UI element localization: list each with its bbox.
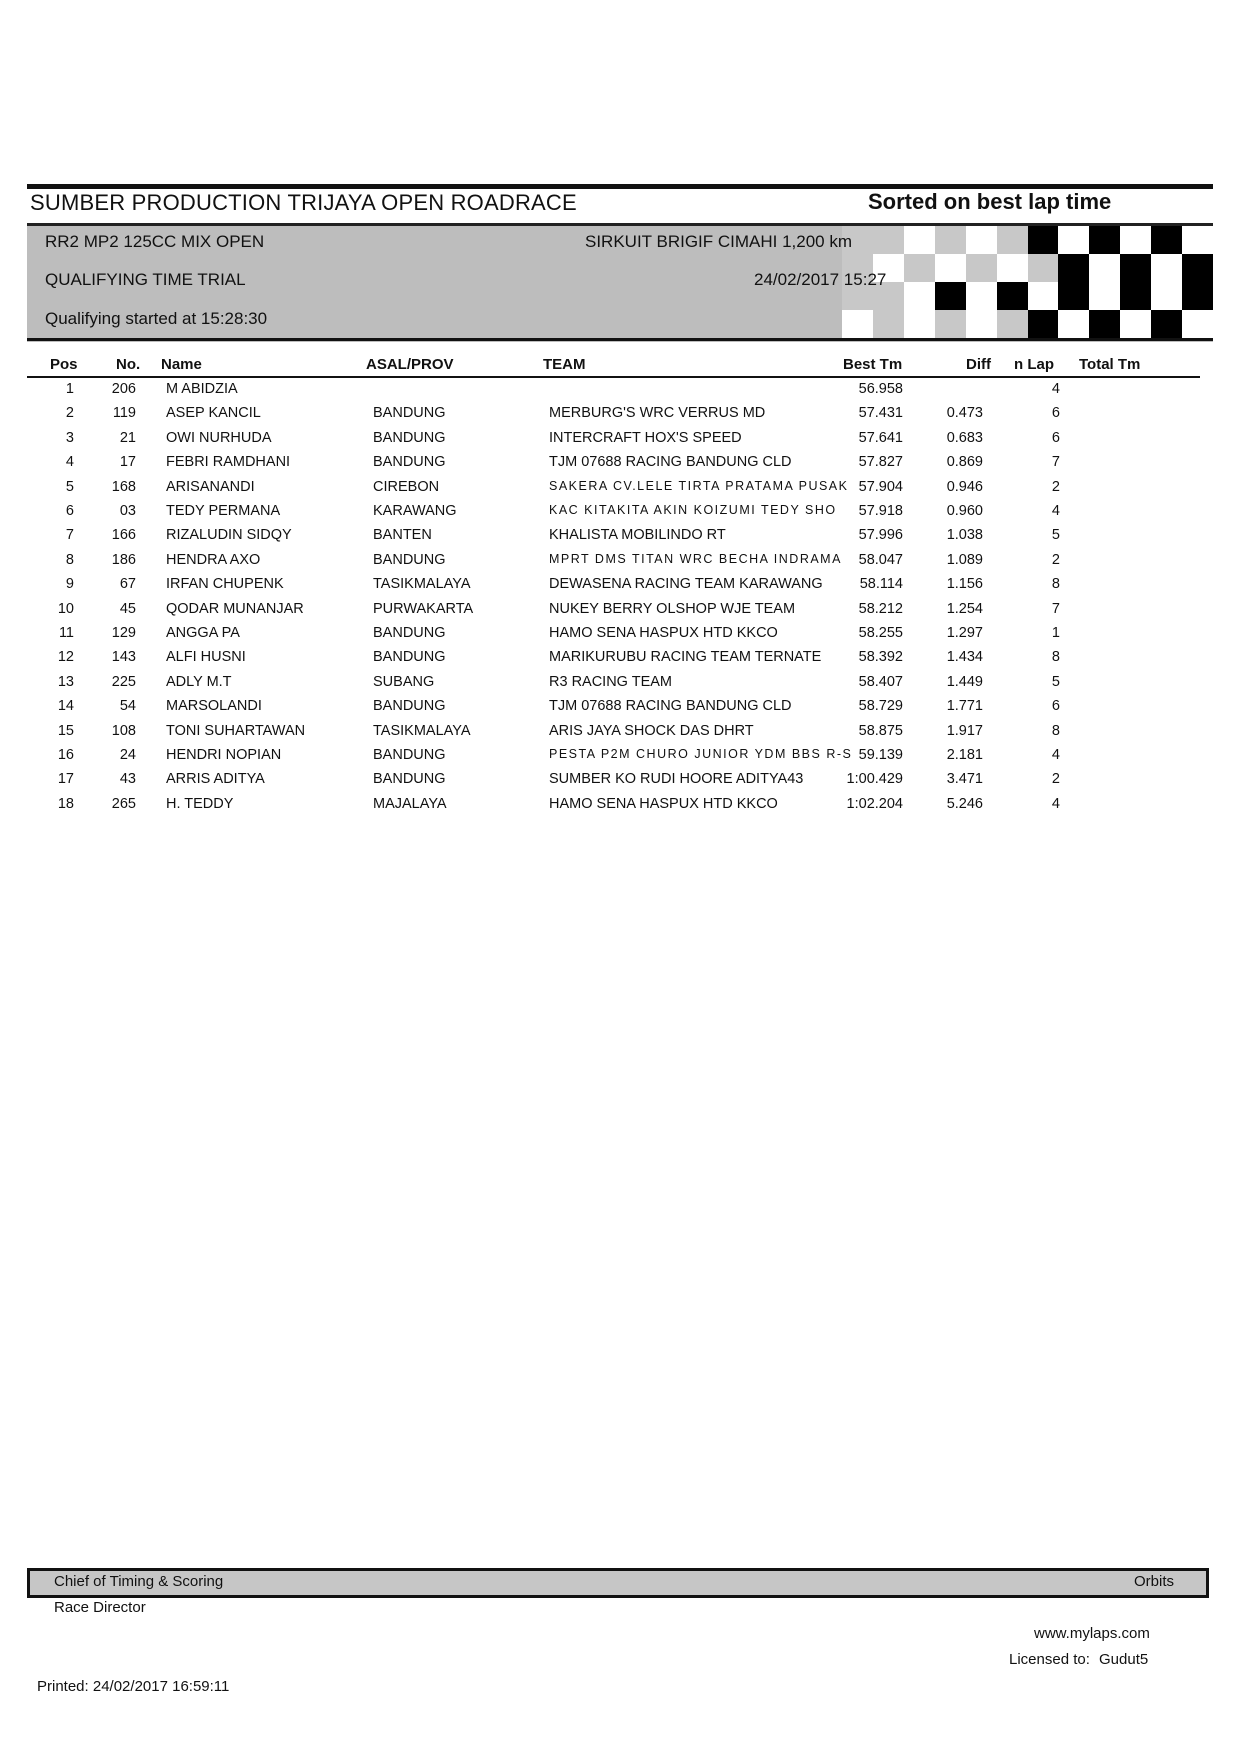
cell-asal: SUBANG: [373, 673, 435, 690]
cell-no: 206: [111, 381, 136, 397]
cell-team: TJM 07688 RACING BANDUNG CLD: [549, 454, 792, 471]
cell-name: ADLY M.T: [166, 673, 232, 690]
table-row: [0, 771, 1240, 795]
cell-team: MERBURG'S WRC VERRUS MD: [549, 405, 766, 422]
cell-team: R3 RACING TEAM: [549, 673, 673, 690]
cell-lap: 5: [1051, 527, 1060, 544]
cell-pos: 16: [57, 747, 74, 763]
cell-name: OWI NURHUDA: [166, 429, 272, 446]
checker-square: [904, 310, 935, 338]
checker-square: [966, 254, 997, 282]
table-row: [0, 601, 1240, 625]
table-row: [0, 625, 1240, 649]
table-row: [0, 503, 1240, 527]
checker-square: [997, 254, 1028, 282]
checker-square: [1182, 254, 1213, 282]
table-row: [0, 747, 1240, 771]
cell-no: 168: [111, 478, 136, 495]
checker-square: [1058, 310, 1089, 338]
cell-name: QODAR MUNANJAR: [166, 600, 304, 617]
cell-lap: 4: [1051, 747, 1060, 763]
cell-diff: 0.473: [946, 405, 983, 422]
cell-lap: 8: [1051, 722, 1060, 739]
table-row: [0, 430, 1240, 454]
checker-square: [1182, 310, 1213, 338]
cell-no: 03: [119, 503, 136, 519]
cell-pos: 9: [65, 576, 74, 593]
checker-square: [1089, 282, 1120, 310]
cell-team: SAKERA CV.LELE TIRTA PRATAMA PUSAK: [549, 478, 849, 493]
cell-lap: 2: [1051, 551, 1060, 568]
checker-square: [966, 282, 997, 310]
cell-asal: BANDUNG: [373, 771, 446, 788]
cell-pos: 7: [65, 527, 74, 544]
cell-lap: 7: [1051, 600, 1060, 617]
cell-best: 59.139: [858, 747, 903, 763]
cell-lap: 1: [1051, 625, 1060, 641]
table-row: [0, 552, 1240, 576]
col-header-diff: Diff: [966, 356, 991, 373]
table-row: [0, 649, 1240, 673]
cell-name: FEBRI RAMDHANI: [166, 454, 291, 471]
table-row: [0, 381, 1240, 405]
col-header-lap: n Lap: [1014, 356, 1054, 373]
checker-square: [904, 254, 935, 282]
cell-lap: 8: [1051, 576, 1060, 593]
checker-square: [997, 310, 1028, 338]
checker-square: [966, 310, 997, 338]
checker-square: [1151, 282, 1182, 310]
cell-pos: 18: [57, 795, 74, 812]
cell-pos: 3: [65, 429, 74, 446]
checker-square: [842, 310, 873, 338]
cell-team: PESTA P2M CHURO JUNIOR YDM BBS R-S: [549, 747, 853, 761]
checker-square: [1182, 226, 1213, 254]
cell-no: 67: [119, 576, 136, 593]
cell-pos: 13: [57, 673, 74, 690]
cell-name: ARISANANDI: [166, 478, 255, 495]
cell-name: H. TEDDY: [166, 795, 234, 812]
checker-square: [1028, 282, 1059, 310]
checkered-flag-graphic: [842, 226, 1213, 338]
cell-no: 119: [112, 405, 136, 422]
website-link[interactable]: www.mylaps.com: [1034, 1625, 1150, 1642]
cell-lap: 4: [1051, 795, 1060, 812]
table-row: [0, 796, 1240, 820]
table-row: [0, 723, 1240, 747]
checker-square: [1120, 282, 1151, 310]
cell-team: MPRT DMS TITAN WRC BECHA INDRAMA: [549, 551, 842, 566]
license-name: Gudut5: [1099, 1651, 1149, 1668]
checker-square: [1089, 254, 1120, 282]
cell-asal: BANDUNG: [373, 649, 446, 666]
checker-square: [935, 282, 966, 310]
cell-no: 54: [119, 698, 136, 715]
cell-pos: 14: [57, 698, 74, 715]
cell-asal: BANDUNG: [373, 454, 446, 471]
cell-best: 56.958: [858, 381, 903, 397]
col-header-no: No.: [116, 356, 141, 373]
cell-pos: 1: [65, 381, 74, 397]
cell-no: 21: [119, 429, 136, 446]
cell-best: 58.255: [858, 625, 903, 641]
table-row: [0, 698, 1240, 722]
col-header-asal: ASAL/PROV: [366, 356, 454, 373]
cell-name: TEDY PERMANA: [166, 503, 281, 519]
cell-asal: BANDUNG: [373, 698, 446, 715]
header-bottom-rule: [27, 338, 1213, 341]
checker-square: [1028, 226, 1059, 254]
cell-asal: BANTEN: [373, 527, 432, 544]
cell-team: ARIS JAYA SHOCK DAS DHRT: [549, 722, 754, 739]
cell-no: 265: [111, 795, 136, 812]
checker-square: [904, 226, 935, 254]
checker-square: [1120, 310, 1151, 338]
cell-pos: 6: [65, 503, 74, 519]
cell-lap: 8: [1051, 649, 1060, 666]
cell-name: HENDRA AXO: [166, 551, 261, 568]
cell-name: M ABIDZIA: [166, 381, 238, 397]
cell-no: 166: [111, 527, 136, 544]
cell-best: 57.827: [858, 454, 903, 471]
checker-square: [1058, 282, 1089, 310]
cell-diff: 0.869: [946, 454, 983, 471]
cell-lap: 5: [1051, 673, 1060, 690]
cell-best: 1:02.204: [846, 795, 903, 812]
col-header-best: Best Tm: [843, 356, 903, 373]
cell-diff: 1.156: [946, 576, 983, 593]
cell-diff: 1.434: [946, 649, 983, 666]
cell-best: 57.431: [858, 405, 903, 422]
cell-team: SUMBER KO RUDI HOORE ADITYA43: [549, 771, 804, 788]
checker-square: [1058, 226, 1089, 254]
checker-square: [997, 226, 1028, 254]
cell-team: MARIKURUBU RACING TEAM TERNATE: [549, 649, 822, 666]
table-row: [0, 405, 1240, 429]
cell-no: 24: [119, 747, 136, 763]
cell-asal: TASIKMALAYA: [373, 722, 471, 739]
checker-square: [873, 226, 904, 254]
cell-diff: 5.246: [946, 795, 983, 812]
checker-square: [935, 254, 966, 282]
cell-pos: 5: [65, 478, 74, 495]
cell-asal: BANDUNG: [373, 747, 446, 763]
cell-no: 186: [111, 551, 136, 568]
table-row: [0, 479, 1240, 503]
cell-lap: 4: [1051, 381, 1060, 397]
checker-square: [1151, 226, 1182, 254]
cell-best: 58.212: [858, 600, 903, 617]
checker-square: [1089, 226, 1120, 254]
cell-pos: 12: [57, 649, 74, 666]
cell-asal: KARAWANG: [373, 503, 457, 519]
checker-square: [1151, 310, 1182, 338]
cell-diff: 3.471: [946, 771, 983, 788]
checker-square: [997, 282, 1028, 310]
checker-square: [935, 226, 966, 254]
cell-pos: 2: [65, 405, 74, 422]
column-header-rule: [27, 376, 1200, 378]
checker-square: [1028, 254, 1059, 282]
cell-no: 43: [119, 771, 136, 788]
cell-name: ARRIS ADITYA: [166, 771, 265, 788]
checker-square: [1151, 254, 1182, 282]
cell-best: 57.996: [858, 527, 903, 544]
cell-name: MARSOLANDI: [166, 698, 262, 715]
event-title: SUMBER PRODUCTION TRIJAYA OPEN ROADRACE: [30, 190, 577, 215]
cell-team: TJM 07688 RACING BANDUNG CLD: [549, 698, 792, 715]
table-row: [0, 576, 1240, 600]
cell-team: HAMO SENA HASPUX HTD KKCO: [549, 625, 778, 641]
checker-square: [1028, 310, 1059, 338]
cell-asal: BANDUNG: [373, 625, 446, 641]
cell-best: 1:00.429: [846, 771, 903, 788]
cell-diff: 1.771: [946, 698, 983, 715]
cell-pos: 8: [65, 551, 74, 568]
checker-square: [1089, 310, 1120, 338]
cell-best: 58.875: [858, 722, 903, 739]
cell-asal: PURWAKARTA: [373, 600, 474, 617]
cell-team: HAMO SENA HASPUX HTD KKCO: [549, 795, 778, 812]
table-row: [0, 527, 1240, 551]
cell-diff: 0.946: [946, 478, 983, 495]
cell-asal: BANDUNG: [373, 429, 446, 446]
checker-square: [935, 310, 966, 338]
session-datetime: 24/02/2017 15:27: [754, 270, 887, 289]
cell-pos: 11: [58, 625, 74, 641]
cell-no: 225: [111, 673, 136, 690]
license-label: Licensed to:: [1009, 1651, 1090, 1668]
cell-lap: 6: [1051, 429, 1060, 446]
cell-name: HENDRI NOPIAN: [166, 747, 282, 763]
cell-best: 58.114: [859, 576, 903, 593]
checker-square: [1058, 254, 1089, 282]
checker-square: [1120, 254, 1151, 282]
circuit-name: SIRKUIT BRIGIF CIMAHI 1,200 km: [585, 232, 853, 251]
cell-diff: 1.089: [946, 551, 983, 568]
col-header-total: Total Tm: [1079, 356, 1141, 373]
cell-asal: MAJALAYA: [373, 795, 447, 812]
printed-timestamp: Printed: 24/02/2017 16:59:11: [37, 1678, 230, 1695]
qualifying-start: Qualifying started at 15:28:30: [45, 309, 268, 328]
cell-lap: 2: [1051, 771, 1060, 788]
cell-name: TONI SUHARTAWAN: [166, 722, 306, 739]
table-row: [0, 674, 1240, 698]
cell-no: 129: [111, 625, 136, 641]
checker-square: [966, 226, 997, 254]
cell-team: DEWASENA RACING TEAM KARAWANG: [549, 576, 823, 593]
cell-team: NUKEY BERRY OLSHOP WJE TEAM: [549, 600, 796, 617]
cell-best: 58.047: [858, 551, 903, 568]
cell-diff: 1.917: [946, 722, 983, 739]
checker-square: [873, 310, 904, 338]
cell-no: 45: [119, 600, 136, 617]
cell-best: 57.641: [858, 429, 903, 446]
cell-asal: TASIKMALAYA: [373, 576, 471, 593]
checker-square: [1120, 226, 1151, 254]
cell-name: ALFI HUSNI: [166, 649, 246, 666]
col-header-team: TEAM: [543, 356, 586, 373]
cell-no: 108: [111, 722, 136, 739]
cell-lap: 4: [1051, 503, 1060, 519]
cell-diff: 0.683: [946, 429, 983, 446]
cell-lap: 6: [1051, 405, 1060, 422]
checker-square: [904, 282, 935, 310]
table-row: [0, 454, 1240, 478]
cell-lap: 7: [1051, 454, 1060, 471]
cell-lap: 2: [1051, 478, 1060, 495]
cell-team: KHALISTA MOBILINDO RT: [549, 527, 726, 544]
cell-pos: 10: [57, 600, 74, 617]
cell-asal: BANDUNG: [373, 551, 446, 568]
cell-best: 57.918: [858, 503, 903, 519]
cell-name: RIZALUDIN SIDQY: [166, 527, 292, 544]
col-header-name: Name: [161, 356, 202, 373]
col-header-pos: Pos: [50, 356, 78, 373]
cell-pos: 15: [57, 722, 74, 739]
cell-pos: 17: [57, 771, 74, 788]
cell-name: ASEP KANCIL: [166, 405, 261, 422]
cell-diff: 1.449: [946, 673, 983, 690]
cell-diff: 0.960: [946, 503, 983, 519]
chief-of-timing-label: Chief of Timing & Scoring: [54, 1573, 224, 1590]
cell-name: IRFAN CHUPENK: [166, 576, 284, 593]
cell-team: KAC KITAKITA AKIN KOIZUMI TEDY SHO: [549, 503, 837, 517]
class-name: RR2 MP2 125CC MIX OPEN: [45, 232, 265, 251]
cell-diff: 1.254: [946, 600, 983, 617]
session-name: QUALIFYING TIME TRIAL: [45, 270, 246, 289]
orbits-brand: Orbits: [1134, 1573, 1175, 1590]
cell-diff: 1.038: [946, 527, 983, 544]
checker-square: [1182, 282, 1213, 310]
cell-name: ANGGA PA: [166, 625, 240, 641]
cell-pos: 4: [65, 454, 74, 471]
cell-no: 143: [111, 649, 136, 666]
sort-note: Sorted on best lap time: [868, 189, 1112, 214]
cell-asal: BANDUNG: [373, 405, 446, 422]
cell-lap: 6: [1051, 698, 1060, 715]
cell-best: 58.392: [858, 649, 903, 666]
cell-asal: CIREBON: [373, 478, 440, 495]
cell-team: INTERCRAFT HOX'S SPEED: [549, 429, 742, 446]
cell-best: 58.407: [858, 673, 903, 690]
cell-diff: 2.181: [946, 747, 983, 763]
race-director-label: Race Director: [54, 1599, 146, 1616]
cell-best: 58.729: [858, 698, 903, 715]
cell-diff: 1.297: [946, 625, 983, 641]
cell-no: 17: [119, 454, 136, 471]
cell-best: 57.904: [858, 478, 903, 495]
